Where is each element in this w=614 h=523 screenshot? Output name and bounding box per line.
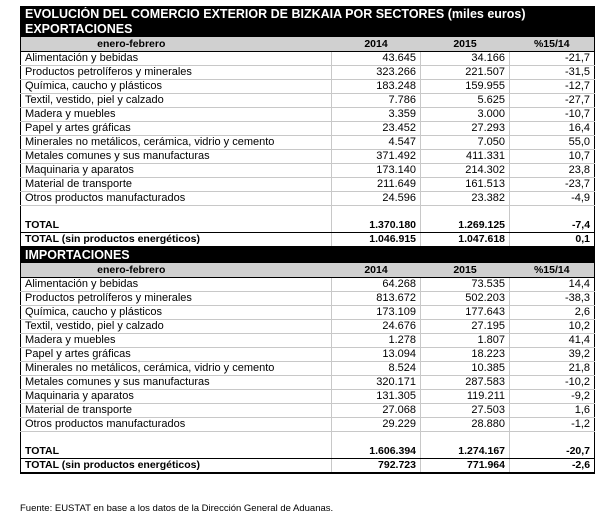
spacer-row [21, 432, 595, 446]
year-2014-header: 2014 [332, 263, 421, 278]
change-value: 21,8 [510, 362, 595, 376]
table-row [21, 108, 595, 122]
value-2014: 371.492 [332, 150, 421, 164]
sector-label: Minerales no metálicos, cerámica, vidrio y cemento [21, 136, 332, 150]
change-header: %15/14 [510, 263, 595, 278]
value-2014: 173.140 [332, 164, 421, 178]
value-2015: 1.807 [421, 334, 510, 348]
period-header: enero-febrero [21, 263, 332, 278]
value-2015: 27.503 [421, 404, 510, 418]
value-2015: 177.643 [421, 306, 510, 320]
total-sin-energeticos-row [21, 233, 595, 248]
change-value: 16,4 [510, 122, 595, 136]
value-2015: 5.625 [421, 94, 510, 108]
change-value: -10,2 [510, 376, 595, 390]
value-2015: 221.507 [421, 66, 510, 80]
value-2015: 10.385 [421, 362, 510, 376]
total-2014: 792.723 [332, 459, 421, 474]
total-label: TOTAL [21, 445, 332, 459]
spacer-cell [510, 432, 595, 446]
sector-label: Minerales no metálicos, cerámica, vidrio y cemento [21, 362, 332, 376]
value-2015: 411.331 [421, 150, 510, 164]
total-label: TOTAL (sin productos energéticos) [21, 459, 332, 474]
value-2014: 211.649 [332, 178, 421, 192]
total-2015: 771.964 [421, 459, 510, 474]
exportaciones-section-title: EXPORTACIONES [21, 22, 595, 37]
total-row [21, 219, 595, 233]
value-2014: 323.266 [332, 66, 421, 80]
value-2014: 24.596 [332, 192, 421, 206]
table-row [21, 292, 595, 306]
value-2015: 18.223 [421, 348, 510, 362]
table-row [21, 334, 595, 348]
value-2014: 64.268 [332, 278, 421, 292]
sector-label: Metales comunes y sus manufacturas [21, 150, 332, 164]
value-2015: 502.203 [421, 292, 510, 306]
table-row [21, 136, 595, 150]
value-2014: 183.248 [332, 80, 421, 94]
change-value: 55,0 [510, 136, 595, 150]
value-2014: 3.359 [332, 108, 421, 122]
total-2015: 1.047.618 [421, 233, 510, 248]
table-row [21, 122, 595, 136]
table-row [21, 192, 595, 206]
change-value: -4,9 [510, 192, 595, 206]
total-label: TOTAL (sin productos energéticos) [21, 233, 332, 248]
change-value: 39,2 [510, 348, 595, 362]
table-row [21, 164, 595, 178]
change-header: %15/14 [510, 37, 595, 52]
table-row [21, 376, 595, 390]
total-row [21, 445, 595, 459]
spacer-cell [21, 432, 332, 446]
table-title: EVOLUCIÓN DEL COMERCIO EXTERIOR DE BIZKAIA POR SECTORES (miles euros) [21, 7, 595, 23]
sector-label: Madera y muebles [21, 334, 332, 348]
change-value: -31,5 [510, 66, 595, 80]
table-row [21, 150, 595, 164]
sector-label: Otros productos manufacturados [21, 418, 332, 432]
value-2015: 161.513 [421, 178, 510, 192]
change-value: 2,6 [510, 306, 595, 320]
value-2015: 7.050 [421, 136, 510, 150]
total-label: TOTAL [21, 219, 332, 233]
spacer-cell [332, 206, 421, 220]
table-row [21, 94, 595, 108]
total-change: 0,1 [510, 233, 595, 248]
sector-label: Papel y artes gráficas [21, 348, 332, 362]
importaciones-section-row [21, 247, 595, 263]
importaciones-section-title: IMPORTACIONES [21, 247, 595, 263]
importaciones-header-row [21, 263, 595, 278]
sector-label: Productos petrolíferos y minerales [21, 66, 332, 80]
change-value: 10,7 [510, 150, 595, 164]
sector-label: Metales comunes y sus manufacturas [21, 376, 332, 390]
total-2014: 1.370.180 [332, 219, 421, 233]
change-value: -9,2 [510, 390, 595, 404]
sector-label: Maquinaria y aparatos [21, 390, 332, 404]
table-row [21, 178, 595, 192]
sector-label: Alimentación y bebidas [21, 278, 332, 292]
sector-label: Material de transporte [21, 404, 332, 418]
value-2015: 27.195 [421, 320, 510, 334]
value-2014: 1.278 [332, 334, 421, 348]
sector-label: Química, caucho y plásticos [21, 80, 332, 94]
sector-label: Papel y artes gráficas [21, 122, 332, 136]
table-row [21, 306, 595, 320]
table-row [21, 390, 595, 404]
total-2015: 1.269.125 [421, 219, 510, 233]
value-2014: 320.171 [332, 376, 421, 390]
value-2014: 24.676 [332, 320, 421, 334]
value-2014: 813.672 [332, 292, 421, 306]
value-2014: 13.094 [332, 348, 421, 362]
total-sin-energeticos-row [21, 459, 595, 474]
total-change: -7,4 [510, 219, 595, 233]
value-2015: 34.166 [421, 52, 510, 66]
total-change: -20,7 [510, 445, 595, 459]
value-2014: 173.109 [332, 306, 421, 320]
total-change: -2,6 [510, 459, 595, 474]
table-row [21, 66, 595, 80]
table-row [21, 52, 595, 66]
spacer-cell [510, 206, 595, 220]
sector-label: Material de transporte [21, 178, 332, 192]
value-2014: 131.305 [332, 390, 421, 404]
year-2014-header: 2014 [332, 37, 421, 52]
table-row [21, 348, 595, 362]
change-value: -12,7 [510, 80, 595, 94]
value-2014: 23.452 [332, 122, 421, 136]
table-row [21, 404, 595, 418]
sector-label: Química, caucho y plásticos [21, 306, 332, 320]
value-2015: 23.382 [421, 192, 510, 206]
value-2015: 119.211 [421, 390, 510, 404]
change-value: 10,2 [510, 320, 595, 334]
value-2015: 73.535 [421, 278, 510, 292]
table-row [21, 320, 595, 334]
source-note: Fuente: EUSTAT en base a los datos de la Dirección General de Aduanas. [20, 503, 334, 514]
period-header: enero-febrero [21, 37, 332, 52]
change-value: -10,7 [510, 108, 595, 122]
value-2015: 27.293 [421, 122, 510, 136]
sector-label: Maquinaria y aparatos [21, 164, 332, 178]
sector-label: Madera y muebles [21, 108, 332, 122]
change-value: -21,7 [510, 52, 595, 66]
value-2014: 8.524 [332, 362, 421, 376]
total-2014: 1.606.394 [332, 445, 421, 459]
sector-label: Textil, vestido, piel y calzado [21, 320, 332, 334]
value-2014: 7.786 [332, 94, 421, 108]
exportaciones-section-row [21, 22, 595, 37]
sector-label: Otros productos manufacturados [21, 192, 332, 206]
value-2015: 287.583 [421, 376, 510, 390]
total-2015: 1.274.167 [421, 445, 510, 459]
value-2015: 3.000 [421, 108, 510, 122]
year-2015-header: 2015 [421, 37, 510, 52]
spacer-cell [332, 432, 421, 446]
sector-label: Alimentación y bebidas [21, 52, 332, 66]
table-row [21, 418, 595, 432]
total-2014: 1.046.915 [332, 233, 421, 248]
spacer-cell [421, 206, 510, 220]
change-value: 41,4 [510, 334, 595, 348]
change-value: 14,4 [510, 278, 595, 292]
spacer-cell [421, 432, 510, 446]
table-row [21, 362, 595, 376]
value-2014: 4.547 [332, 136, 421, 150]
change-value: 23,8 [510, 164, 595, 178]
year-2015-header: 2015 [421, 263, 510, 278]
change-value: 1,6 [510, 404, 595, 418]
table-row [21, 278, 595, 292]
change-value: -23,7 [510, 178, 595, 192]
value-2014: 43.645 [332, 52, 421, 66]
value-2015: 159.955 [421, 80, 510, 94]
sector-label: Textil, vestido, piel y calzado [21, 94, 332, 108]
table-row [21, 80, 595, 94]
sector-label: Productos petrolíferos y minerales [21, 292, 332, 306]
spacer-row [21, 206, 595, 220]
change-value: -27,7 [510, 94, 595, 108]
table-title-row [21, 7, 595, 23]
value-2014: 27.068 [332, 404, 421, 418]
value-2015: 214.302 [421, 164, 510, 178]
exportaciones-header-row [21, 37, 595, 52]
change-value: -38,3 [510, 292, 595, 306]
value-2015: 28.880 [421, 418, 510, 432]
trade-table-container [20, 6, 594, 474]
change-value: -1,2 [510, 418, 595, 432]
spacer-cell [21, 206, 332, 220]
trade-table [20, 6, 595, 474]
value-2014: 29.229 [332, 418, 421, 432]
